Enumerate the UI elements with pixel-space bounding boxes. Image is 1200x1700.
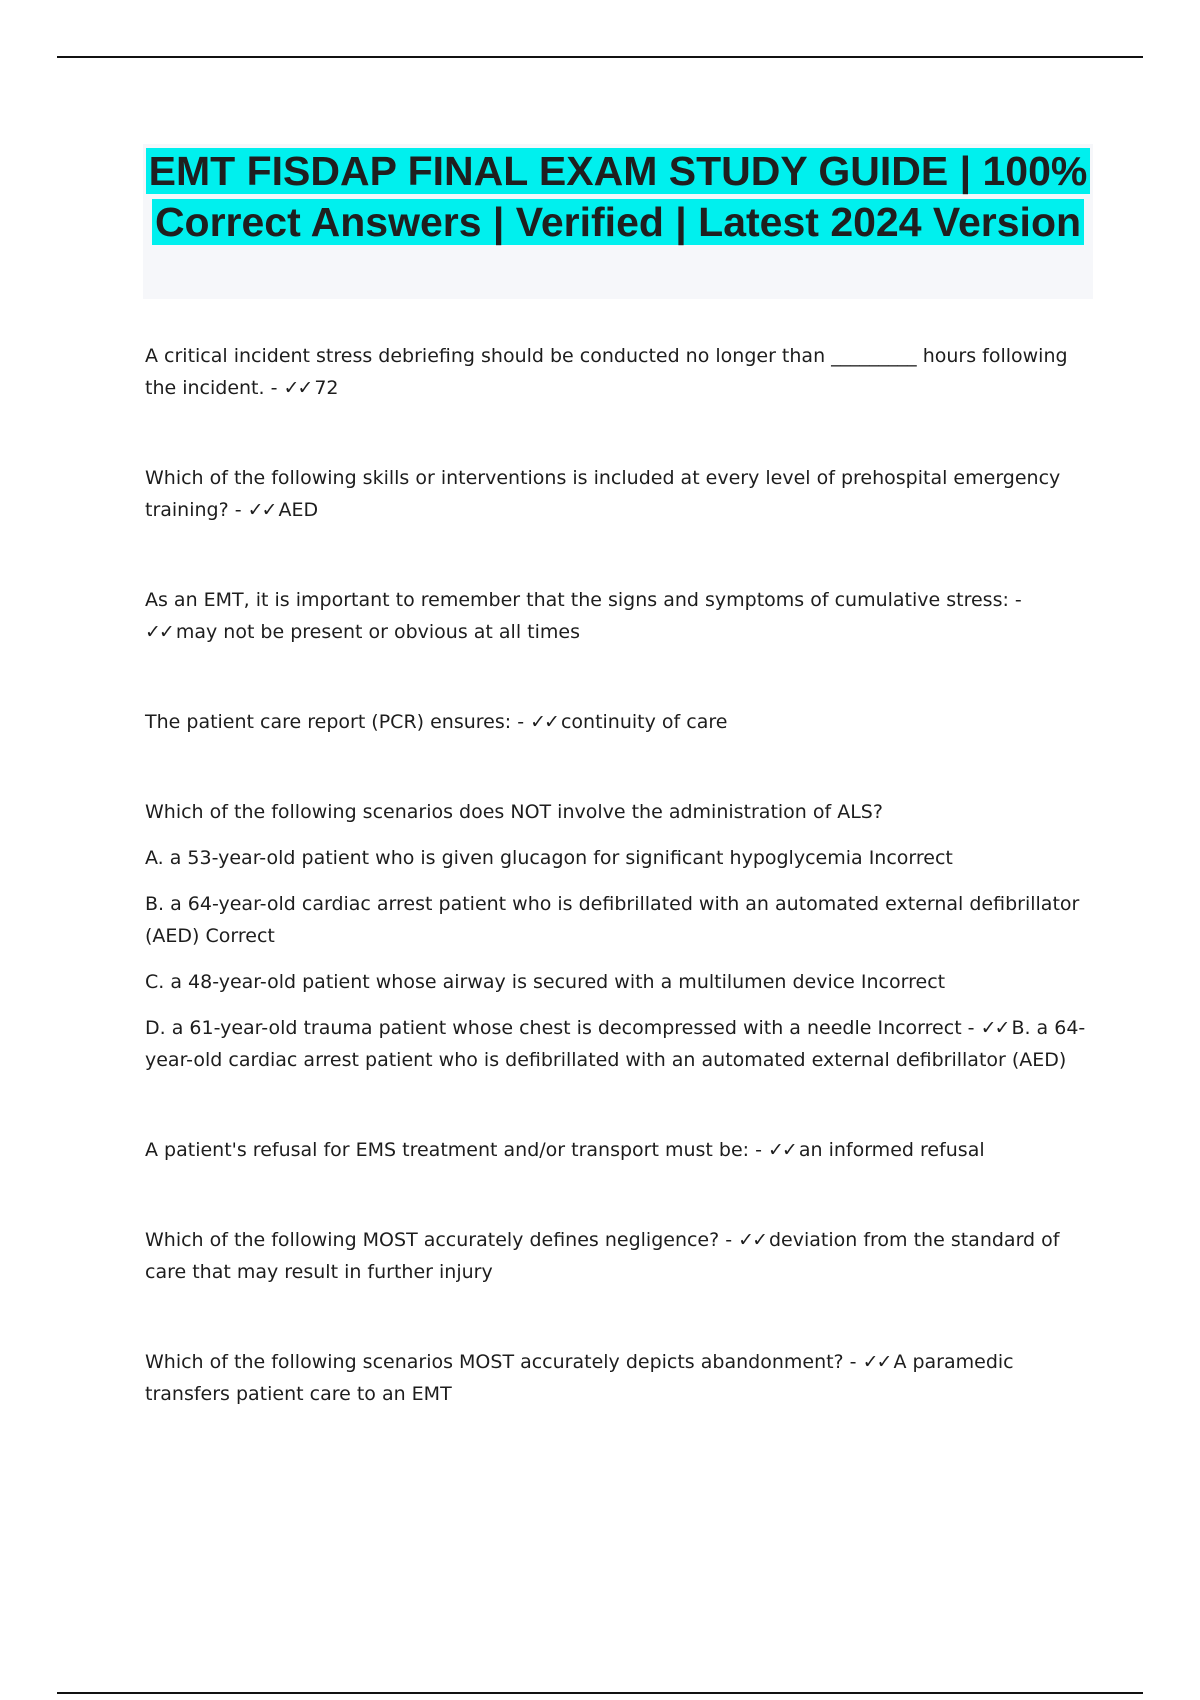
answer-option: D. a 61-year-old trauma patient whose chest is decompressed with a needle Incorrect - <box>145 1017 975 1039</box>
question-text: As an EMT, it is important to remember that the signs and symptoms of cumulative stress: - <box>145 589 1022 611</box>
qa-item <box>145 340 1095 404</box>
question-text: The patient care report (PCR) ensures: - <box>145 711 525 733</box>
answer-text: an informed refusal <box>798 1139 985 1161</box>
question-text: A patient's refusal for EMS treatment and/or transport must be: - <box>145 1139 762 1161</box>
answer-text: A paramedic transfers patient care to an EMT <box>145 1351 1014 1405</box>
checkmark-icon: ✓✓ <box>980 1017 1009 1039</box>
top-rule <box>57 56 1143 58</box>
answer-option: A. a 53-year-old patient who is given glucagon for significant hypoglycemia Incorrect <box>145 847 953 869</box>
answer-text: AED <box>278 499 319 521</box>
checkmark-icon: ✓✓ <box>862 1351 891 1373</box>
qa-paragraph <box>145 1346 1095 1410</box>
qa-list <box>145 340 1095 1410</box>
answer-text: B. a 64-year-old cardiac arrest patient who is defibrillated with an automated external defibrillator (AED) <box>145 1017 1086 1071</box>
question-text: Which of the following MOST accurately defines negligence? - <box>145 1229 733 1251</box>
qa-item <box>145 1224 1095 1288</box>
qa-paragraph <box>145 1134 1095 1166</box>
qa-item <box>145 1134 1095 1166</box>
qa-item <box>145 462 1095 526</box>
qa-paragraph <box>145 340 1095 404</box>
question-text: Which of the following scenarios does NOT involve the administration of ALS? <box>145 801 883 823</box>
answer-option: C. a 48-year-old patient whose airway is secured with a multilumen device Incorrect <box>145 971 946 993</box>
question-text: Which of the following scenarios MOST accurately depicts abandonment? - <box>145 1351 857 1373</box>
title-panel <box>143 144 1093 299</box>
qa-paragraph <box>145 706 1095 738</box>
qa-item <box>145 584 1095 648</box>
checkmark-icon: ✓✓ <box>738 1229 766 1251</box>
answer-option-with-answer <box>145 1012 1095 1076</box>
answer-text: continuity of care <box>560 711 728 733</box>
question-text: A critical incident stress debriefing should be conducted no longer than _________ hours following the incident. - <box>145 345 1068 399</box>
qa-item <box>145 706 1095 738</box>
title-highlight: EMT FISDAP FINAL EXAM STUDY GUIDE | 100% Correct Answers | Verified | Latest 2024 Version <box>146 148 1091 245</box>
page-title <box>143 144 1093 248</box>
qa-item <box>145 796 1095 1076</box>
checkmark-icon: ✓✓ <box>247 499 276 521</box>
qa-paragraph <box>145 462 1095 526</box>
answer-text: 72 <box>314 377 339 399</box>
checkmark-icon: ✓✓ <box>768 1139 796 1161</box>
bottom-rule <box>57 1692 1143 1694</box>
checkmark-icon: ✓✓ <box>283 377 312 399</box>
qa-item <box>145 1346 1095 1410</box>
question-text: Which of the following skills or interventions is included at every level of prehospital emergency training? - <box>145 467 1061 521</box>
answer-text: may not be present or obvious at all times <box>175 621 580 643</box>
answer-text: deviation from the standard of care that may result in further injury <box>145 1229 1060 1283</box>
qa-paragraph <box>145 1224 1095 1288</box>
qa-paragraph <box>145 584 1095 648</box>
checkmark-icon: ✓✓ <box>530 711 558 733</box>
checkmark-icon: ✓✓ <box>145 621 173 643</box>
answer-option: B. a 64-year-old cardiac arrest patient who is defibrillated with an automated external defibrillator (AED) Correct <box>145 893 1080 947</box>
